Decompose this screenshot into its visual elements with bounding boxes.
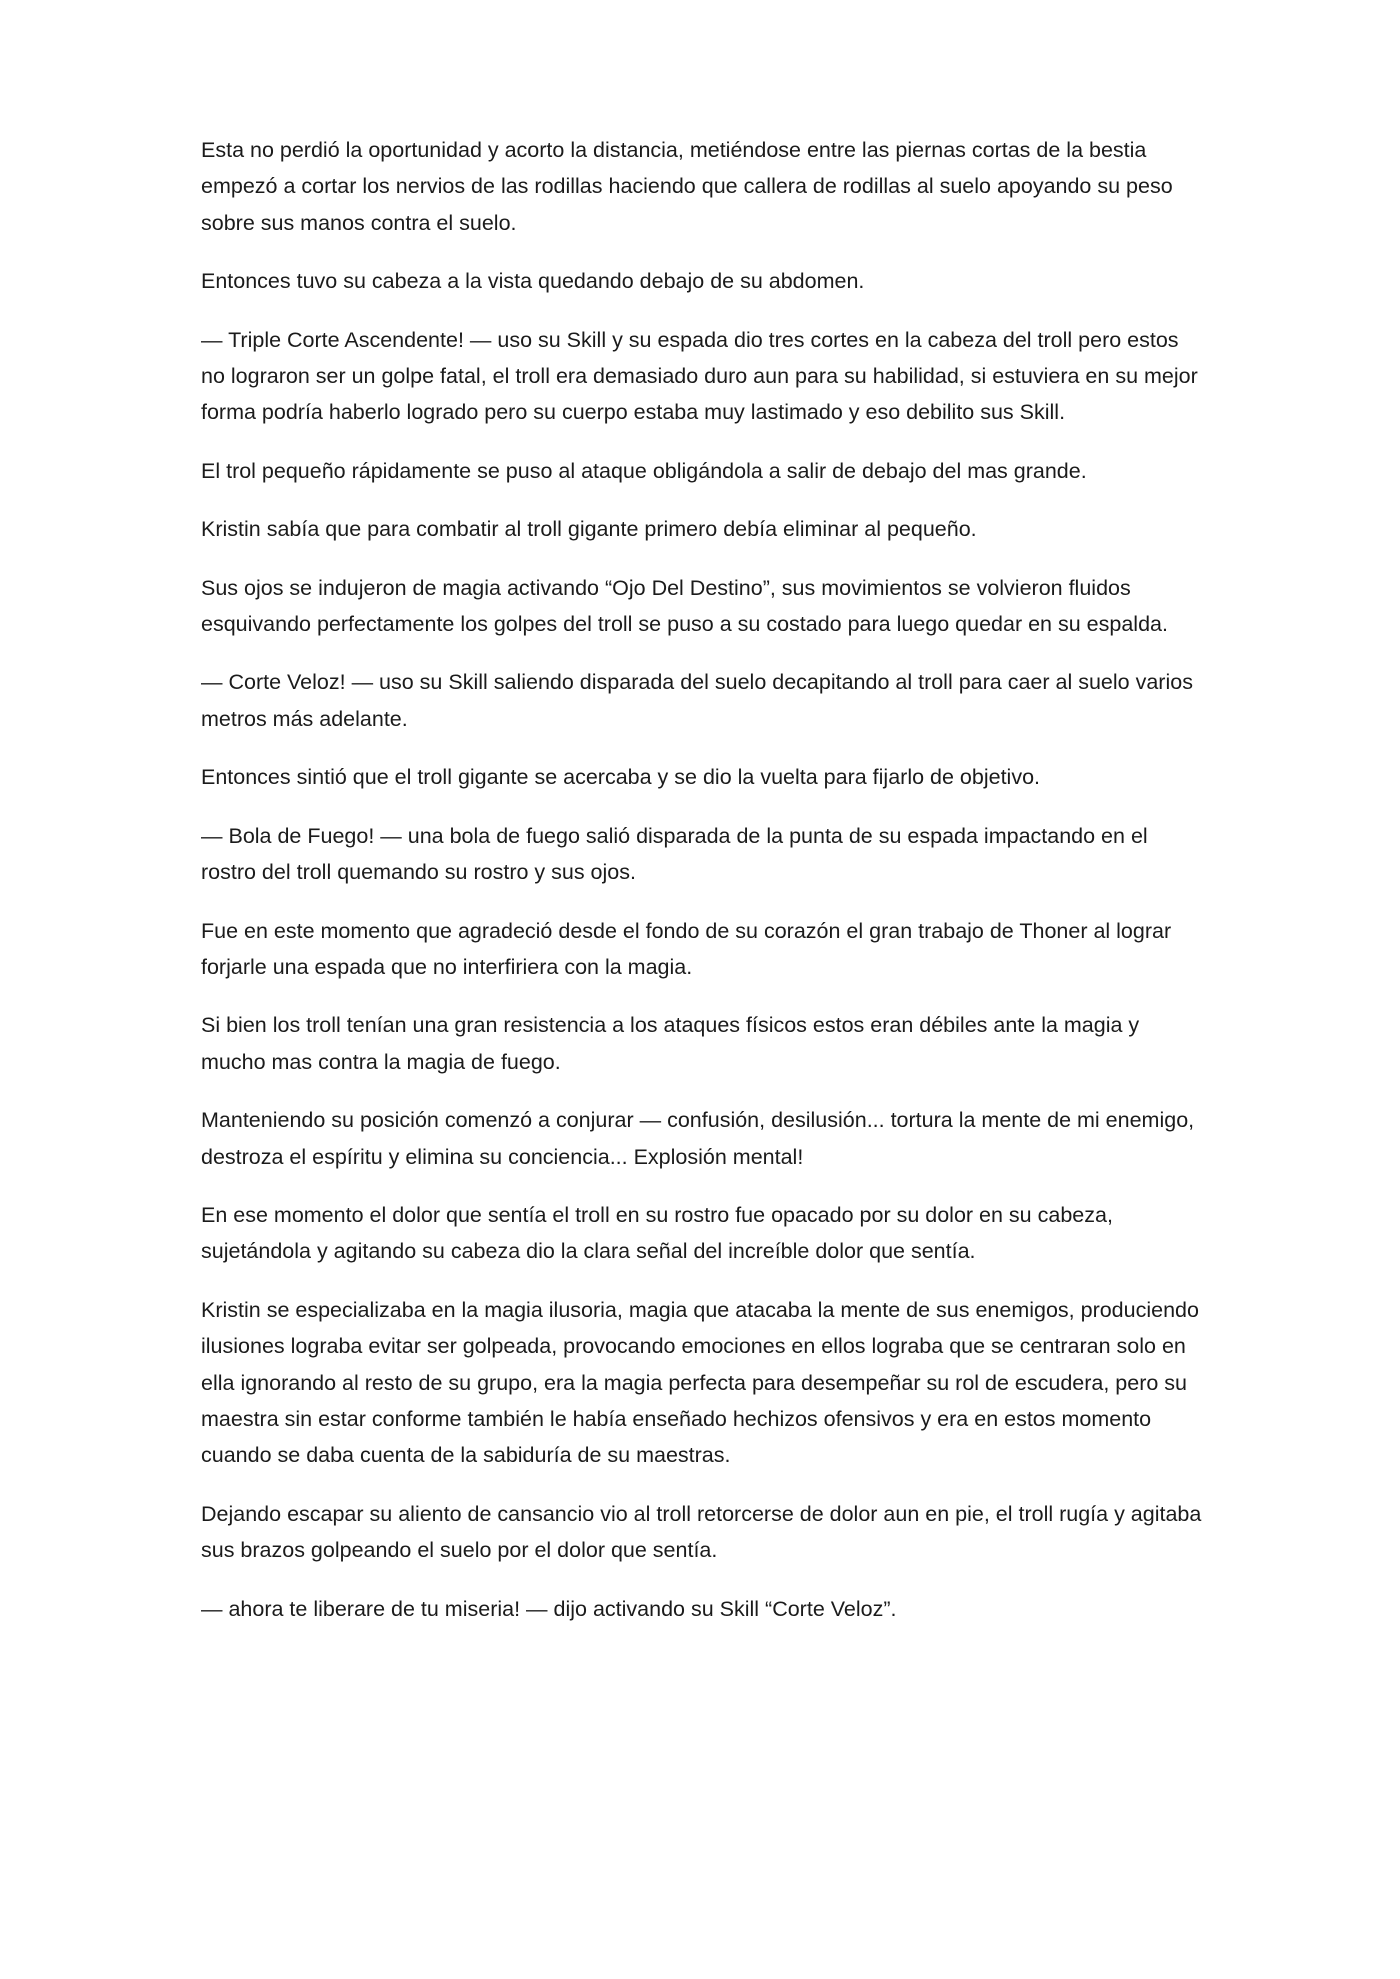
paragraph-11: Si bien los troll tenían una gran resistencia a los ataques físicos estos eran débiles ante la magia y mucho mas contra la magia de fuego. (201, 1013, 1140, 1074)
paragraph-13: En ese momento el dolor que sentía el troll en su rostro fue opacado por su dolor en su cabeza, sujetándola y agitando su cabeza dio la clara señal del increíble dolor que sentía. (201, 1202, 1113, 1264)
paragraph-14: Kristin se especializaba en la magia ilusoria, magia que atacaba la mente de sus enemigos, produciendo ilusiones lograba evitar ser golpeada, provocando emociones en ellos lograba que se centraran solo en ella ignorando al resto de su grupo, era la magia perfecta para desempeñar su rol de escudera, pero su maestra sin estar conforme también le había enseñado hechizos ofensivos y era en estos momento cuando se daba cuenta de la sabiduría de su maestras. (201, 1297, 1199, 1468)
paragraph-1: Esta no perdió la oportunidad y acorto la distancia, metiéndose entre las piernas cortas de la bestia empezó a cortar los nervios de las rodillas haciendo que callera de rodillas al suelo apoyando su peso sobre sus manos contra el suelo. (201, 138, 1173, 235)
paragraph-12: Manteniendo su posición comenzó a conjurar — confusión, desilusión... tortura la mente de mi enemigo, destroza el espíritu y elimina su conciencia... Explosión mental! (201, 1108, 1195, 1169)
paragraph-2: Entonces tuvo su cabeza a la vista quedando debajo de su abdomen. (201, 269, 865, 294)
paragraph-5: Kristin sabía que para combatir al troll gigante primero debía eliminar al pequeño. (201, 517, 977, 542)
paragraph-15: Dejando escapar su aliento de cansancio vio al troll retorcerse de dolor aun en pie, el troll rugía y agitaba sus brazos golpeando el suelo por el dolor que sentía. (201, 1501, 1202, 1563)
paragraph-7: — Corte Veloz! — uso su Skill saliendo disparada del suelo decapitando al troll para caer al suelo varios metros más adelante. (201, 670, 1193, 731)
paragraph-16: — ahora te liberare de tu miseria! — dijo activando su Skill “Corte Veloz”. (201, 1596, 897, 1621)
paragraph-3: — Triple Corte Ascendente! — uso su Skill y su espada dio tres cortes en la cabeza del troll pero estos no lograron ser un golpe fatal, el troll era demasiado duro aun para su habilidad, si estuviera en su mejor forma podría haberlo logrado pero su cuerpo estaba muy lastimado y eso debilito sus Skill. (201, 327, 1198, 425)
paragraph-6: Sus ojos se indujeron de magia activando “Ojo Del Destino”, sus movimientos se volvieron fluidos esquivando perfectamente los golpes del troll se puso a su costado para luego quedar en su espalda. (201, 575, 1168, 637)
paragraph-10: Fue en este momento que agradeció desde el fondo de su corazón el gran trabajo de Thoner al lograr forjarle una espada que no interfiriera con la magia. (201, 918, 1172, 979)
document-body (201, 132, 1205, 1649)
paragraph-8: Entonces sintió que el troll gigante se acercaba y se dio la vuelta para fijarlo de objetivo. (201, 765, 1041, 790)
paragraph-9: — Bola de Fuego! — una bola de fuego salió disparada de la punta de su espada impactando en el rostro del troll quemando su rostro y sus ojos. (201, 823, 1148, 885)
paragraph-4: El trol pequeño rápidamente se puso al ataque obligándola a salir de debajo del mas grande. (201, 458, 1087, 483)
